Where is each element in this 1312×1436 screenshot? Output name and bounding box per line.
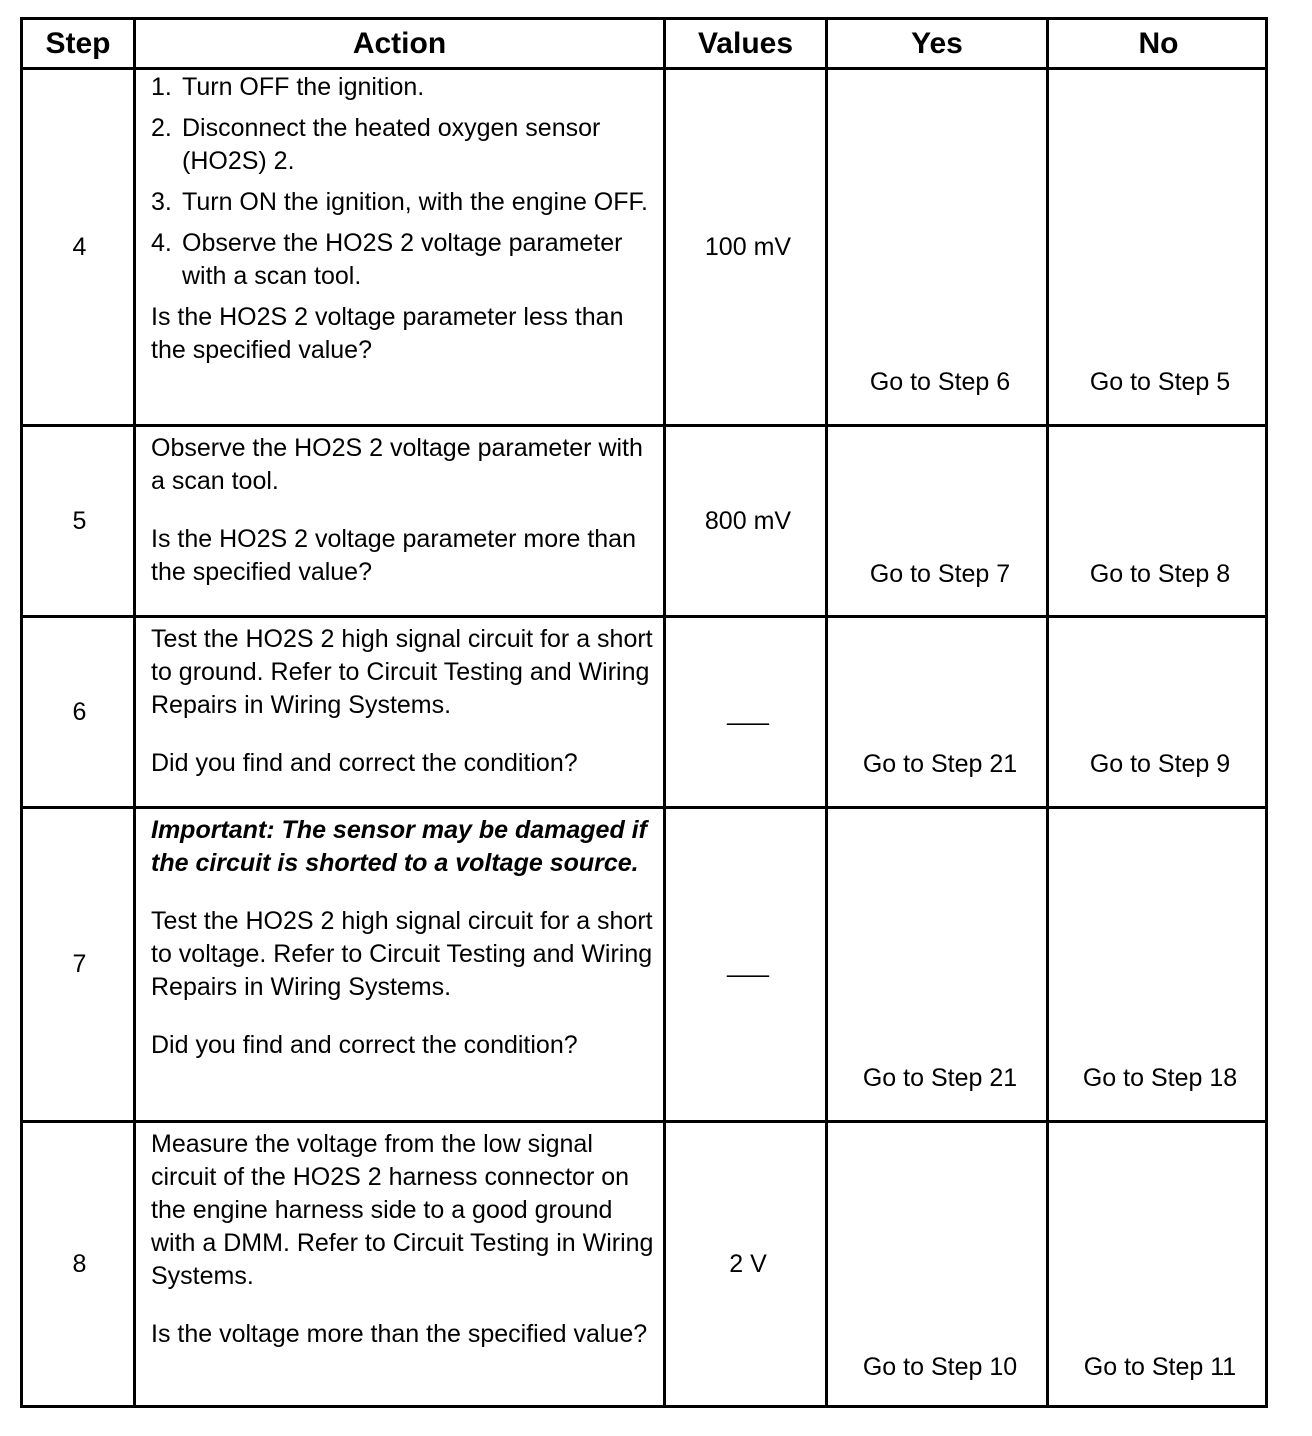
diagnostic-table — [20, 17, 1268, 1408]
header-action: Action — [352, 27, 447, 60]
action-cell — [151, 814, 663, 1120]
step-number: 8 — [72, 1249, 87, 1278]
no-goto: Go to Step 18 — [1082, 1064, 1238, 1092]
header-yes: Yes — [911, 27, 963, 60]
item-number: 3. — [151, 188, 172, 216]
action-text: Test the HO2S 2 high signal circuit for a short to ground. Refer to Circuit Testing and Wiring Repairs in Wiring Systems. — [151, 625, 653, 719]
value-cell: ___ — [727, 950, 769, 978]
yes-goto: Go to Step 21 — [862, 750, 1018, 778]
no-goto: Go to Step 5 — [1089, 368, 1231, 396]
no-goto: Go to Step 11 — [1083, 1353, 1237, 1381]
item-text: Observe the HO2S 2 voltage parameter with a scan tool. — [182, 229, 623, 290]
yes-cell — [831, 427, 1049, 615]
no-cell — [1052, 809, 1268, 1120]
item-number: 2. — [151, 114, 172, 142]
item-number: 1. — [151, 73, 172, 101]
yes-goto: Go to Step 10 — [862, 1353, 1018, 1381]
yes-goto: Go to Step 21 — [862, 1064, 1018, 1092]
no-cell — [1052, 618, 1268, 806]
item-text: Disconnect the heated oxygen sensor (HO2S) 2. — [182, 114, 601, 175]
header-step: Step — [45, 27, 111, 60]
action-cell — [151, 71, 663, 424]
important-note: Important: The sensor may be damaged if the circuit is shorted to a voltage source. — [151, 816, 647, 877]
value-cell: 2 V — [729, 1249, 767, 1278]
yes-cell — [831, 1123, 1049, 1405]
yes-cell — [831, 618, 1049, 806]
yes-goto: Go to Step 7 — [869, 560, 1011, 588]
list-item — [151, 227, 663, 293]
header-no: No — [1138, 27, 1179, 60]
question-text: Is the voltage more than the specified value? — [151, 1320, 648, 1348]
no-cell — [1052, 427, 1268, 615]
header-values: Values — [697, 27, 794, 60]
step-number: 6 — [72, 697, 87, 726]
action-text: Measure the voltage from the low signal circuit of the HO2S 2 harness connector on the engine harness side to a good ground with a DMM. Refer to Circuit Testing in Wiring Systems. — [151, 1130, 654, 1290]
list-item — [151, 186, 663, 219]
question-text: Is the HO2S 2 voltage parameter more than the specified value? — [151, 525, 636, 586]
step-number: 5 — [72, 506, 87, 535]
action-text: Observe the HO2S 2 voltage parameter with a scan tool. — [151, 434, 643, 495]
no-goto: Go to Step 8 — [1089, 560, 1231, 588]
value-cell: 100 mV — [704, 232, 792, 261]
question-text: Is the HO2S 2 voltage parameter less than the specified value? — [151, 303, 624, 364]
value-cell: 800 mV — [704, 506, 792, 535]
question-text: Did you find and correct the condition? — [151, 1031, 578, 1059]
table-row — [23, 618, 1265, 806]
no-cell — [1052, 70, 1268, 424]
instruction-list — [151, 71, 663, 293]
action-cell — [151, 1128, 663, 1405]
list-item — [151, 112, 663, 178]
list-item — [151, 71, 663, 104]
no-cell — [1052, 1123, 1268, 1405]
step-number: 4 — [72, 232, 87, 261]
item-number: 4. — [151, 229, 172, 257]
item-text: Turn OFF the ignition. — [182, 73, 425, 101]
action-cell — [151, 432, 663, 615]
item-text: Turn ON the ignition, with the engine OFF. — [182, 188, 648, 216]
no-goto: Go to Step 9 — [1089, 750, 1231, 778]
yes-cell — [831, 70, 1049, 424]
value-cell: ___ — [727, 697, 769, 726]
action-text: Test the HO2S 2 high signal circuit for a short to voltage. Refer to Circuit Testing and Wiring Repairs in Wiring Systems. — [151, 907, 653, 1001]
yes-goto: Go to Step 6 — [869, 368, 1011, 396]
table-row — [23, 809, 1265, 1120]
question-text: Did you find and correct the condition? — [151, 749, 578, 777]
table-row — [23, 1123, 1265, 1405]
table-row — [23, 70, 1265, 424]
step-number: 7 — [72, 950, 87, 978]
action-cell — [151, 623, 663, 806]
table-row — [23, 427, 1265, 615]
yes-cell — [831, 809, 1049, 1120]
